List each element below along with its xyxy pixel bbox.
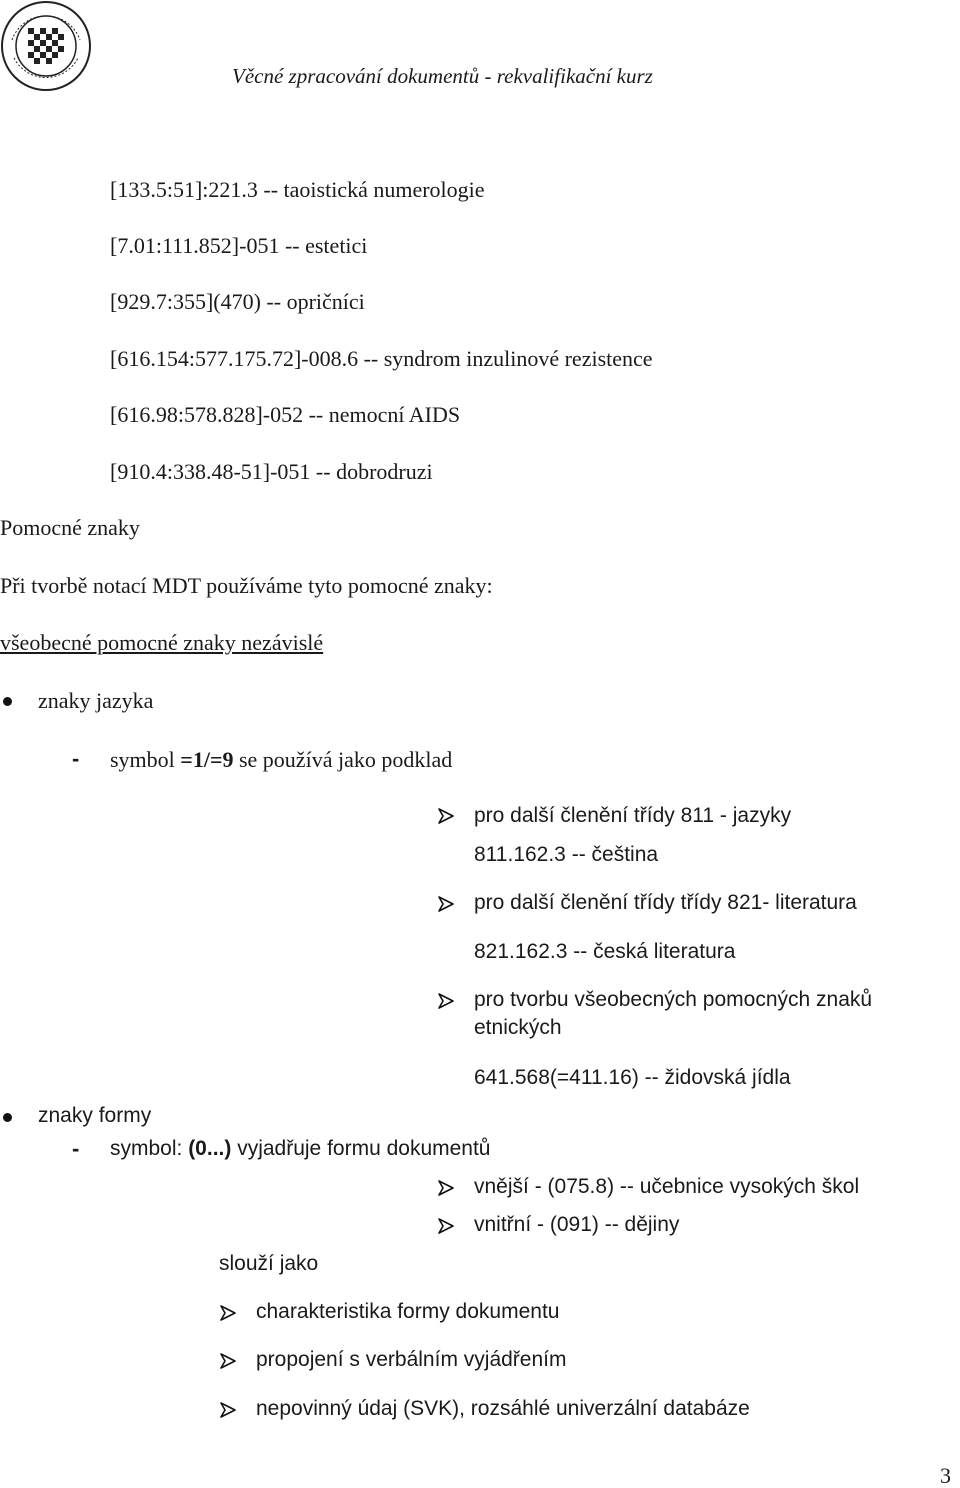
language-example: 811.162.3 -- čeština <box>474 843 659 866</box>
use-item: propojení s verbálním vyjádřením <box>256 1348 567 1371</box>
language-symbol-line <box>110 747 452 772</box>
language-example: 821.162.3 -- česká literatura <box>474 940 736 963</box>
language-example: 641.568(=411.16) -- židovská jídla <box>474 1066 791 1089</box>
page-number: 3 <box>940 1463 951 1488</box>
header-title: Věcné zpracování dokumentů - rekvalifikační kurz <box>232 64 653 88</box>
use-item: nepovinný údaj (SVK), rozsáhlé univerzální databáze <box>256 1397 750 1420</box>
arrow-bullet-icon <box>219 1401 237 1419</box>
arrow-bullet-icon <box>437 1217 455 1235</box>
example-line: [910.4:338.48-51]-051 -- dobrodruzi <box>110 459 433 484</box>
section-heading: Pomocné znaky <box>0 515 140 540</box>
arrow-bullet-icon <box>437 807 455 825</box>
bullet-icon <box>3 697 12 706</box>
arrow-bullet-icon <box>437 1179 455 1197</box>
arrow-bullet-icon <box>437 895 455 913</box>
serves-as-label: slouží jako <box>219 1252 319 1275</box>
language-item: pro tvorbu všeobecných pomocných znaků <box>474 988 873 1011</box>
example-line: [133.5:51]:221.3 -- taoistická numerologie <box>110 177 485 202</box>
library-seal-logo <box>0 0 92 92</box>
example-line: [616.154:577.175.72]-008.6 -- syndrom inzulinové rezistence <box>110 346 653 371</box>
symbol-suffix: se používá jako podklad <box>233 747 453 772</box>
bullet-icon <box>3 1113 12 1122</box>
dash-marker: - <box>72 746 80 771</box>
form-symbol-line <box>110 1137 491 1161</box>
example-line: [929.7:355](470) -- opričníci <box>110 289 365 314</box>
dash-marker: - <box>72 1136 80 1161</box>
intro-text: Při tvorbě notací MDT používáme tyto pomocné znaky: <box>0 573 493 598</box>
symbol-code: =1/=9 <box>180 747 234 772</box>
form-item: vnější - (075.8) -- učebnice vysokých škol <box>474 1175 860 1198</box>
use-item: charakteristika formy dokumentu <box>256 1300 560 1323</box>
bullet-form: znaky formy <box>38 1104 152 1127</box>
language-item: pro další členění třídy třídy 821- literatura <box>474 891 857 914</box>
symbol-suffix: vyjadřuje formu dokumentů <box>231 1137 491 1160</box>
language-item-cont: etnických <box>474 1016 562 1039</box>
example-line: [616.98:578.828]-052 -- nemocní AIDS <box>110 402 461 427</box>
symbol-code: (0...) <box>188 1137 232 1160</box>
subheading: všeobecné pomocné znaky nezávislé <box>0 630 324 655</box>
arrow-bullet-icon <box>219 1304 237 1322</box>
arrow-bullet-icon <box>219 1352 237 1370</box>
symbol-prefix: symbol: <box>110 1137 189 1160</box>
form-item: vnitřní - (091) -- dějiny <box>474 1213 680 1236</box>
arrow-bullet-icon <box>437 992 455 1010</box>
language-item: pro další členění třídy 811 - jazyky <box>474 804 792 827</box>
bullet-language: znaky jazyka <box>38 688 154 713</box>
example-line: [7.01:111.852]-051 -- estetici <box>110 233 368 258</box>
symbol-prefix: symbol <box>110 747 181 772</box>
